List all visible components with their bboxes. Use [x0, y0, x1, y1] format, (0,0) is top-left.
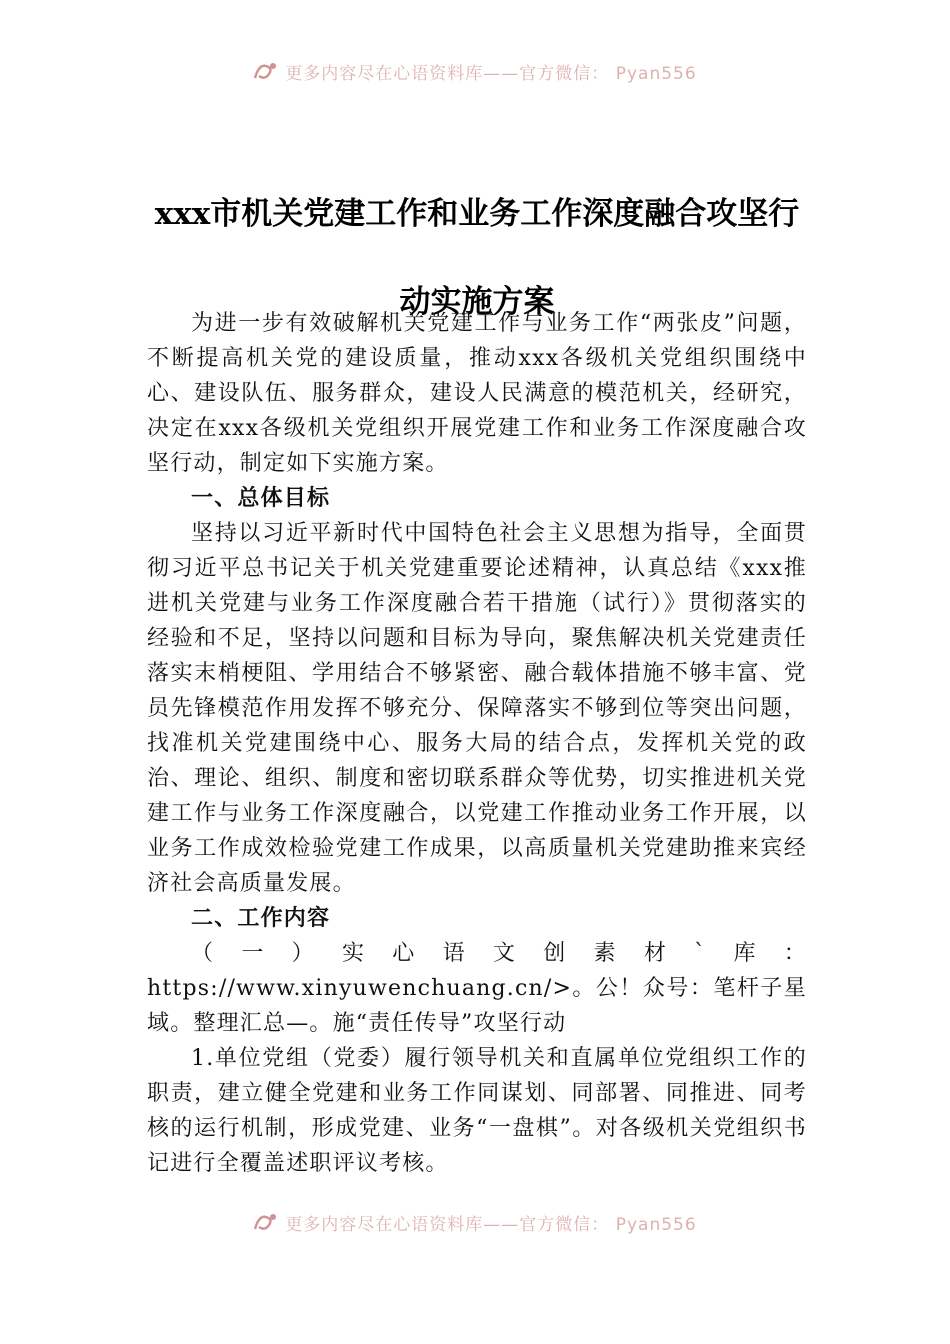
watermark-top — [0, 56, 950, 86]
document-title: xxx市机关党建工作和业务工作深度融合攻坚行动实施方案 — [154, 196, 800, 320]
item-1-paragraph: 1.单位党组（党委）履行领导机关和直属单位党组织工作的职责，建立健全党建和业务工作同谋划、同部署、同推进、同考核的运行机制，形成党建、业务“一盘棋”。对各级机关党组织书记进行全覆盖述职评议考核。 — [147, 1046, 807, 1176]
subsection-line: （一）实心语文创素材`库：https://www.xinyuwenchuang.cn/>。公！众号：笔杆子星域。整理汇总—。施“责任传导”攻坚行动 — [147, 941, 807, 1036]
watermark-text: 更多内容尽在心语资料库——官方微信： Pyan556 — [285, 63, 697, 84]
watermark-logo-icon — [253, 1211, 279, 1233]
goals-paragraph: 坚持以习近平新时代中国特色社会主义思想为指导，全面贯彻习近平总书记关于机关党建重要论述精神，认真总结《xxx推进机关党建与业务工作深度融合若干措施（试行）》贯彻落实的经验和不足，坚持以问题和目标为导向，聚焦解决机关党建责任落实末梢梗阻、学用结合不够紧密、融合载体措施不够丰富、党员先锋模范作用发挥不够充分、保障落实不够到位等突出问题，找准机关党建围绕中心、服务大局的结合点，发挥机关党的政治、理论、组织、制度和密切联系群众等优势，切实推进机关党建工作与业务工作深度融合，以党建工作推动业务工作开展，以业务工作成效检验党建工作成果，以高质量机关党建助推来宾经济社会高质量发展。 — [147, 521, 807, 896]
document-body — [147, 306, 807, 1181]
section-heading-goals: 一、总体目标 — [191, 486, 331, 511]
watermark-logo-icon — [253, 60, 279, 82]
intro-paragraph: 为进一步有效破解机关党建工作与业务工作“两张皮”问题，不断提高机关党的建设质量，推动xxx各级机关党组织围绕中心、建设队伍、服务群众，建设人民满意的模范机关，经研究，决定在xxx各级机关党组织开展党建工作和业务工作深度融合攻坚行动，制定如下实施方案。 — [147, 311, 807, 476]
section-heading-content: 二、工作内容 — [191, 906, 331, 931]
watermark-text: 更多内容尽在心语资料库——官方微信： Pyan556 — [285, 1214, 697, 1235]
watermark-bottom — [0, 1207, 950, 1237]
